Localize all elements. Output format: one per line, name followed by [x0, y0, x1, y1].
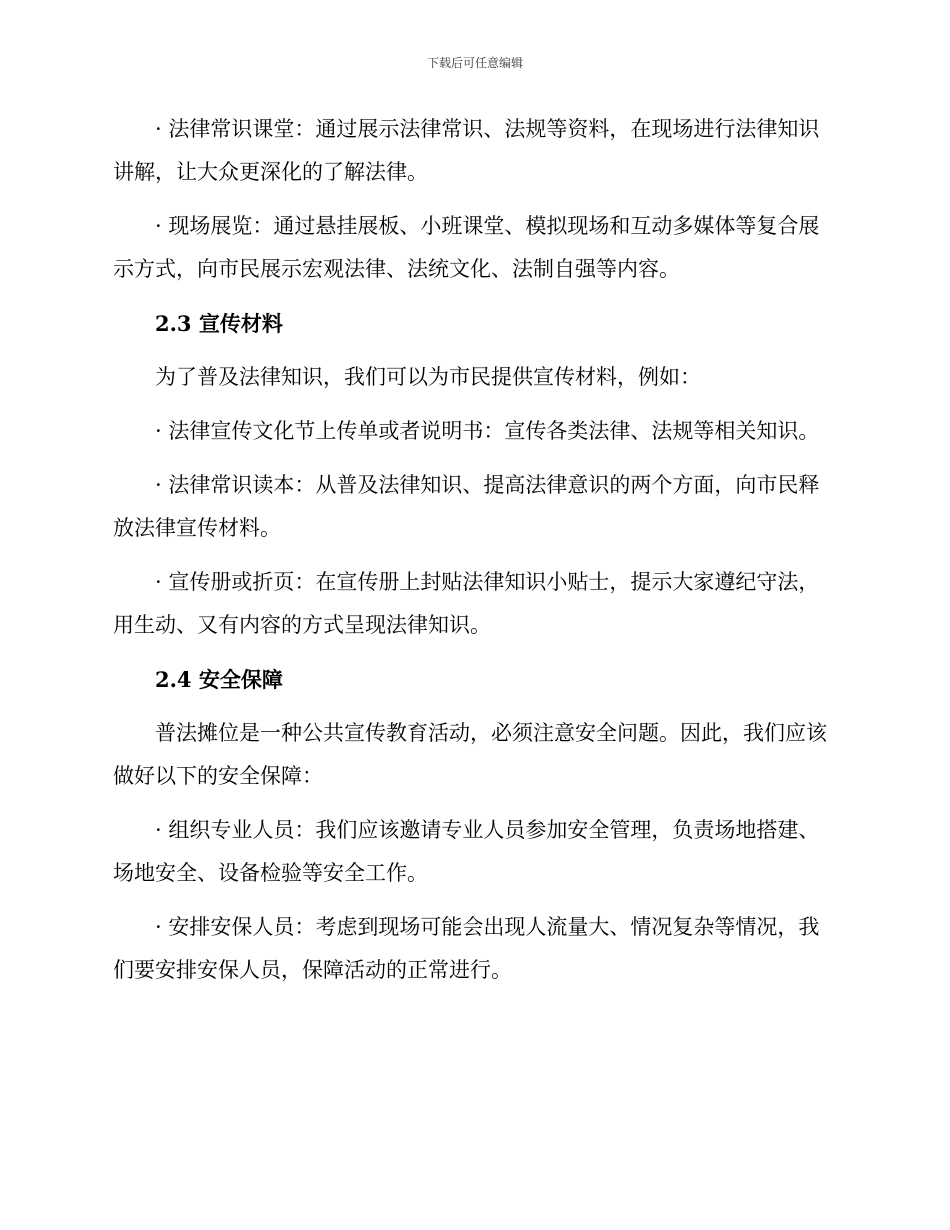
paragraph-onsite-exhibition: · 现场展览：通过悬挂展板、小班课堂、模拟现场和互动多媒体等复合展示方式，向市民展示宏观法律、法统文化、法制自强等内容。: [113, 214, 820, 281]
document-body: [113, 108, 833, 1003]
page-header: 下载后可任意编辑: [426, 56, 523, 70]
paragraph-materials-intro: 为了普及法律知识，我们可以为市民提供宣传材料，例如：: [155, 365, 701, 389]
paragraph-professional-staff: · 组织专业人员：我们应该邀请专业人员参加安全管理，负责场地搭建、场地安全、设备检验等安全工作。: [113, 818, 820, 885]
paragraph-law-classroom: · 法律常识课堂：通过展示法律常识、法规等资料，在现场进行法律知识讲解，让大众更深化的了解法律。: [113, 117, 820, 184]
paragraph-safety-intro: 普法摊位是一种公共宣传教育活动，必须注意安全问题。因此，我们应该做好以下的安全保障：: [113, 721, 827, 788]
paragraph-brochures: · 宣传册或折页：在宣传册上封贴法律知识小贴士，提示大家遵纪守法，用生动、又有内容的方式呈现法律知识。: [113, 570, 820, 637]
section-heading-publicity-materials: 2.3 宣传材料: [155, 311, 283, 336]
paragraph-security-staff: · 安排安保人员：考虑到现场可能会出现人流量大、情况复杂等情况，我们要安排安保人员，保障活动的正常进行。: [113, 915, 820, 982]
section-heading-safety: 2.4 安全保障: [155, 667, 283, 692]
paragraph-leaflets: · 法律宣传文化节上传单或者说明书：宣传各类法律、法规等相关知识。: [155, 419, 820, 443]
paragraph-law-reader: · 法律常识读本：从普及法律知识、提高法律意识的两个方面，向市民释放法律宣传材料。: [113, 473, 820, 540]
